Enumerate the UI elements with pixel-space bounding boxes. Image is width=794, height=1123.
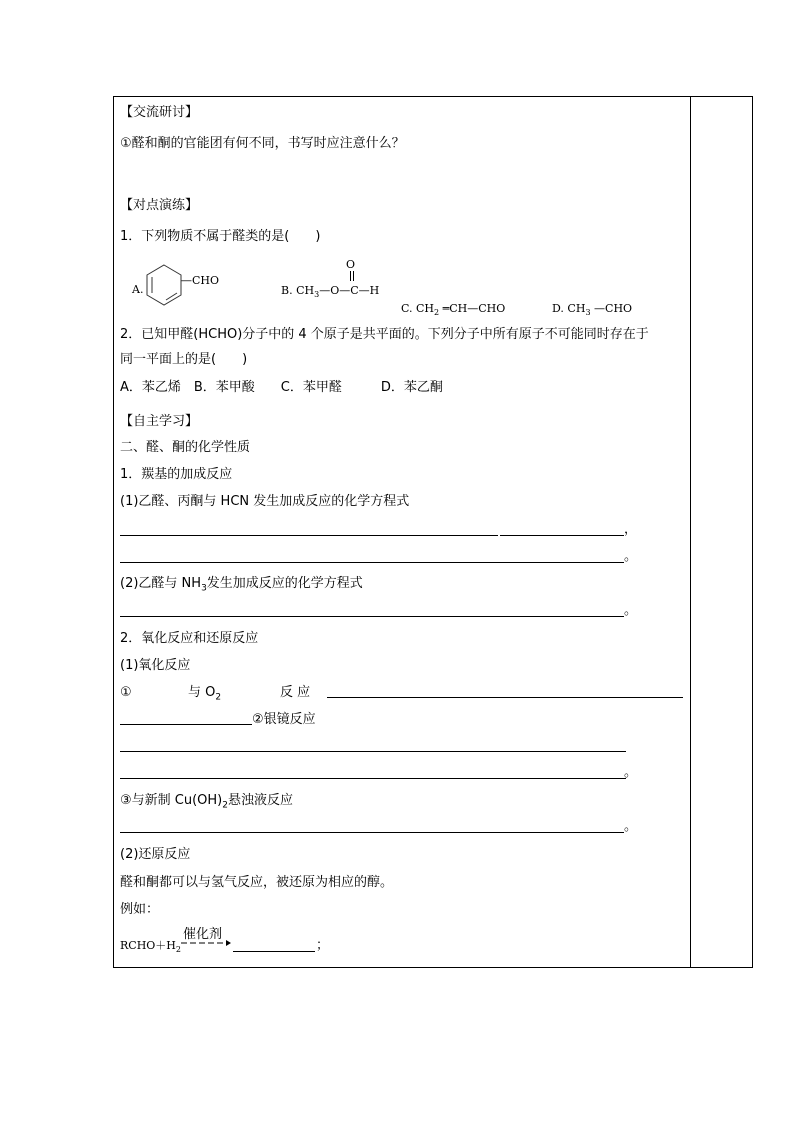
discussion-question: ①醛和酮的官能团有何不同，书写时应注意什么？ xyxy=(120,136,405,151)
discussion-heading: 【交流研讨】 xyxy=(120,105,199,120)
catalyst-label: 催化剂 xyxy=(183,927,223,942)
option-a-label: A. xyxy=(132,283,144,296)
answer-line xyxy=(120,832,624,833)
reduction-text: 醛和酮都可以与氢气反应，被还原为相应的醇。 xyxy=(120,875,394,890)
subsection-1-2: (2)乙醛与 $NH_3$发生加成反应的化学方程式 xyxy=(120,576,363,594)
answer-line xyxy=(500,535,624,536)
comma-mark: ， xyxy=(624,522,638,537)
option-b-double-bond xyxy=(350,271,354,281)
subsection-1: 1．羰基的加成反应 xyxy=(120,467,233,482)
selfstudy-heading: 【自主学习】 xyxy=(120,414,199,429)
option-b-oxygen: O xyxy=(346,258,356,271)
period-mark: 。 xyxy=(624,765,638,780)
answer-line xyxy=(120,616,624,617)
answer-line xyxy=(120,724,252,725)
option-d-formula: D. $CH_3$ —CHO xyxy=(552,302,633,318)
oxidation-item-3: ③与新制 $Cu(OH)_2$悬浊液反应 xyxy=(120,793,294,811)
section-title: 二、醛、酮的化学性质 xyxy=(120,440,251,455)
practice-question-2-line1: 2．已知甲醛(HCHO)分子中的 4 个原子是共平面的。下列分子中所有原子不可能同时存在于 xyxy=(120,327,649,342)
option-c-formula: C. $CH_2$ ═CH—CHO xyxy=(401,302,506,318)
oxidation-item-1-reaction: 反 应 xyxy=(280,685,311,700)
practice-question-2-options: A．苯乙烯 B．苯甲酸 C．苯甲醛 D．苯乙酮 xyxy=(120,380,443,395)
subsection-2-2: (2)还原反应 xyxy=(120,847,191,862)
answer-line xyxy=(120,535,498,536)
answer-line xyxy=(120,751,626,752)
example-label: 例如： xyxy=(120,902,160,917)
practice-question-2-line2: 同一平面上的是( ) xyxy=(120,352,248,367)
subsection-1-1: (1)乙醛、丙酮与 HCN 发生加成反应的化学方程式 xyxy=(120,494,410,509)
equation-left: $RCHO+H_2$ xyxy=(120,939,181,955)
period-mark: 。 xyxy=(624,819,638,834)
column-divider xyxy=(690,96,691,968)
period-mark: 。 xyxy=(624,549,638,564)
option-b-formula: B. $CH_3—O—C—H$ xyxy=(281,284,380,300)
answer-line xyxy=(120,562,624,563)
practice-heading: 【对点演练】 xyxy=(120,198,199,213)
option-a-group: —CHO xyxy=(181,274,220,287)
reaction-arrow-icon xyxy=(180,939,232,947)
semicolon-mark: ； xyxy=(316,938,330,953)
table-frame xyxy=(113,96,753,968)
answer-line xyxy=(327,697,683,698)
oxidation-item-1-number: ① xyxy=(120,685,132,700)
benzene-ring-icon xyxy=(144,262,184,308)
silver-mirror-reaction: ②银镜反应 xyxy=(252,712,316,727)
oxidation-item-1-o2: 与 $O_2$ xyxy=(188,685,222,703)
subsection-2: 2．氧化反应和还原反应 xyxy=(120,631,259,646)
answer-line xyxy=(233,951,315,952)
practice-question-1: 1．下列物质不属于醛类的是( ) xyxy=(120,229,321,244)
subsection-2-1: (1)氧化反应 xyxy=(120,658,191,673)
answer-line xyxy=(120,778,626,779)
period-mark: 。 xyxy=(624,603,638,618)
